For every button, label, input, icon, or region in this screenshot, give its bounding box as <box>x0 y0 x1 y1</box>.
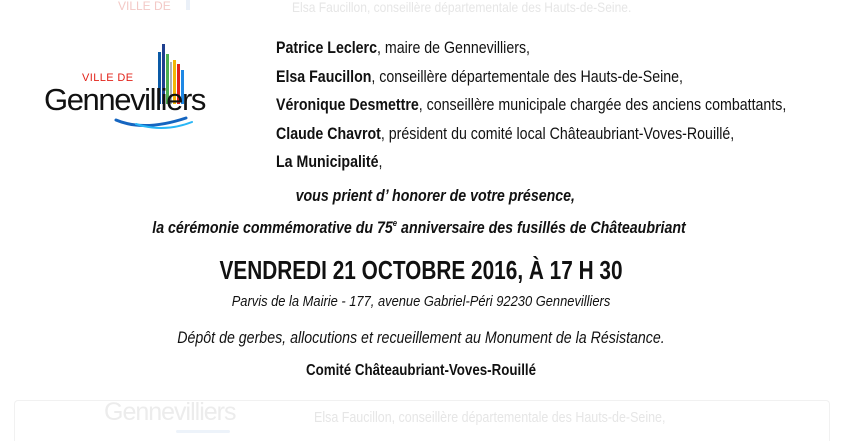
host-name: Patrice Leclerc <box>276 39 377 57</box>
host-role: , maire de Gennevilliers, <box>376 39 530 57</box>
logo-city: Gennevilliers <box>44 82 205 117</box>
host-role: , <box>378 153 383 171</box>
host-line <box>276 36 740 65</box>
invitation-phrase: vous prient d’ honorer de votre présence, <box>295 187 576 205</box>
ceremony-line <box>140 216 699 240</box>
ghost-bottom-wave <box>176 430 230 433</box>
host-line <box>276 65 740 94</box>
event-date: VENDREDI 21 OCTOBRE 2016, À 17 H 30 <box>219 255 623 285</box>
host-name: Claude Chavrot <box>276 124 381 143</box>
ghost-top-logo-text: VILLE DE <box>118 0 171 13</box>
ceremony-text-after: anniversaire des fusillés de Châteaubriant <box>397 219 686 237</box>
host-name: Elsa Faucillon <box>276 67 372 86</box>
host-role: , président du comité local Châteaubriant-Voves-Rouillé, <box>380 124 735 143</box>
ceremony-ordinal-superscript: e <box>392 218 398 228</box>
logo-wave <box>116 118 186 126</box>
ghost-bottom-logo-text: Gennevilliers <box>104 398 236 426</box>
host-list <box>276 36 816 179</box>
organizer: Comité Châteaubriant-Voves-Rouillé <box>305 362 537 379</box>
host-name: Véronique Desmettre <box>276 96 419 114</box>
host-line <box>276 122 740 151</box>
host-line <box>276 93 787 122</box>
event-address: Parvis de la Mairie - 177, avenue Gabriel-Péri 92230 Gennevilliers <box>231 293 611 310</box>
ghost-bottom-text: Elsa Faucillon, conseillère départementale des Hauts-de-Seine, <box>314 410 666 426</box>
ville-de-gennevilliers-logo <box>40 40 230 130</box>
host-role: , conseillère municipale chargée des anciens combattants, <box>418 96 787 114</box>
host-role: , conseillère départementale des Hauts-de-Seine, <box>371 67 683 86</box>
host-line <box>276 150 740 179</box>
ceremony-text-before: la cérémonie commémorative du 75 <box>152 219 393 237</box>
logo-prefix: VILLE DE <box>82 72 134 84</box>
host-name: La Municipalité <box>276 153 379 171</box>
ghost-top-logo-bar <box>186 0 190 10</box>
ghost-top-text: Elsa Faucillon, conseillère départementale des Hauts-de-Seine. <box>292 0 632 15</box>
event-programme: Dépôt de gerbes, allocutions et recueillement au Monument de la Résistance. <box>177 329 665 347</box>
